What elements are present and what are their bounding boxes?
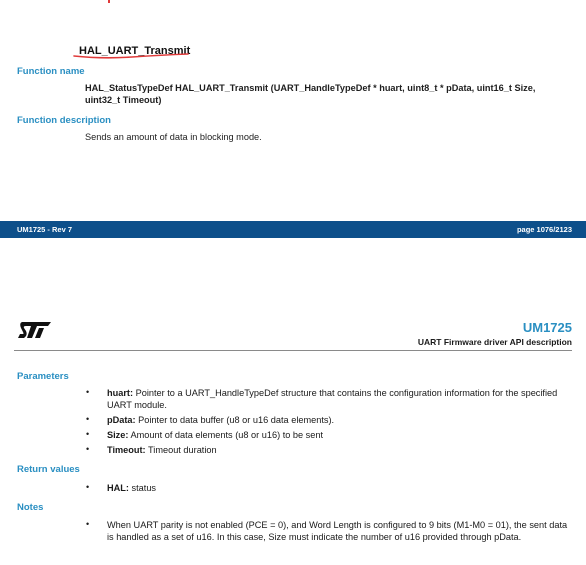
note-text: When UART parity is not enabled (PCE = 0), and Word Length is configured to 9 bits (M1-M0 = 01), the sent data is handled as a set of u16. In this case, Size must indicate the number of u16 provided through pData. — [107, 520, 568, 542]
parameter-term: Size: — [107, 430, 129, 440]
footer-page-number: page 1076/2123 — [516, 225, 572, 234]
st-logo-icon — [17, 320, 53, 340]
parameter-text — [107, 387, 572, 411]
function-title: HAL_UART_Transmit — [79, 45, 191, 57]
return-values-label: Return values — [17, 464, 80, 475]
function-description-value: Sends an amount of data in blocking mode. — [85, 132, 262, 142]
bullet: • — [86, 482, 90, 492]
return-value-text — [107, 482, 572, 494]
parameter-desc: Pointer to a UART_HandleTypeDef structure that contains the configuration information for the specified UART module. — [107, 388, 558, 410]
bullet: • — [86, 444, 90, 454]
parameter-desc: Amount of data elements (u8 or u16) to be sent — [128, 430, 324, 440]
bullet: • — [86, 387, 90, 397]
red-underline-annotation — [72, 51, 190, 61]
notes-label: Notes — [17, 502, 44, 513]
footer-doc-rev: UM1725 - Rev 7 — [17, 225, 73, 234]
function-name-label: Function name — [17, 66, 85, 77]
parameter-term: pData: — [107, 415, 136, 425]
function-name-value: HAL_StatusTypeDef HAL_UART_Transmit (UART_HandleTypeDef * huart, uint8_t * pData, uint16_t Size, uint32_t Timeout) — [85, 83, 536, 105]
bullet: • — [86, 429, 90, 439]
parameter-desc: Pointer to data buffer (u8 or u16 data elements). — [135, 415, 335, 425]
return-value-desc: status — [128, 483, 157, 493]
parameter-text — [107, 429, 572, 441]
header-divider — [14, 350, 572, 351]
document-id: UM1725 — [522, 320, 572, 335]
parameter-text — [107, 414, 572, 426]
red-annotation-mark — [108, 0, 110, 3]
parameters-label: Parameters — [17, 371, 69, 382]
parameter-term: Timeout: — [107, 445, 146, 455]
function-description-label: Function description — [17, 115, 111, 126]
bullet: • — [86, 519, 90, 529]
parameter-desc: Timeout duration — [145, 445, 217, 455]
document-subtitle: UART Firmware driver API description — [417, 337, 572, 347]
page-footer-bar — [0, 221, 586, 238]
parameter-text — [107, 444, 572, 456]
return-value-term: HAL: — [107, 483, 129, 493]
bullet: • — [86, 414, 90, 424]
parameter-term: huart: — [107, 388, 134, 398]
